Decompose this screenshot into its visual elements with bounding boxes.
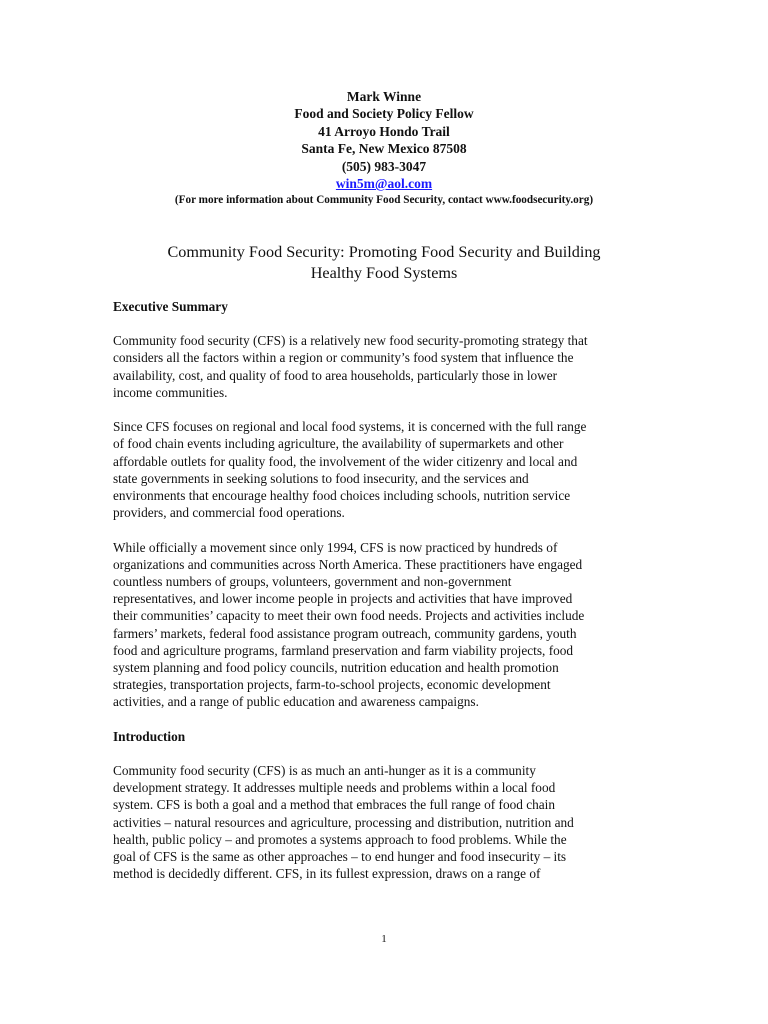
info-note: (For more information about Community Food Security, contact www.foodsecurity.org) xyxy=(174,194,594,207)
author-city: Santa Fe, New Mexico 87508 xyxy=(301,141,467,157)
title-line-2: Healthy Food Systems xyxy=(310,264,458,282)
page-number: 1 xyxy=(381,933,387,945)
introduction-heading: Introduction xyxy=(113,728,186,744)
document-title xyxy=(0,242,768,284)
author-street: 41 Arroyo Hondo Trail xyxy=(318,123,450,139)
executive-summary-paragraph-1: Community food security (CFS) is a relatively new food security-promoting strategy that considers all the factors within a region or community’s food system that influence the availability, cost, and quality of food to area households, particularly those in lower income communities. xyxy=(113,333,588,400)
author-email-link[interactable]: win5m@aol.com xyxy=(335,176,433,192)
document-body xyxy=(113,298,658,900)
author-header xyxy=(0,88,768,208)
author-phone: (505) 983-3047 xyxy=(341,158,427,174)
executive-summary-heading: Executive Summary xyxy=(113,299,228,314)
executive-summary-paragraph-3: While officially a movement since only 1994, CFS is now practiced by hundreds of organizations and communities across North America. These practitioners have engaged countless numbers of groups, volunteers, government and non-government representatives, and lower income people in projects and activities that have improved their communities’ capacity to meet their own food needs. Projects and activities include farmers’ markets, federal food assistance program outreach, community gardens, youth food and agriculture programs, farmland preservation and farm viability projects, food system planning and food policy councils, nutrition education and health promotion strategies, transportation projects, farm-to-school projects, economic development activities, and a range of public education and awareness campaigns. xyxy=(113,539,585,710)
executive-summary-paragraph-2: Since CFS focuses on regional and local food systems, it is concerned with the full range of food chain events including agriculture, the availability of supermarkets and other affordable outlets for quality food, the involvement of the wider citizenry and local and state governments in seeking solutions to food insecurity, and the services and environments that encourage healthy food choices including schools, nutrition service providers, and commercial food operations. xyxy=(113,419,587,521)
title-line-1: Community Food Security: Promoting Food Security and Building xyxy=(167,243,601,261)
author-position: Food and Society Policy Fellow xyxy=(294,106,474,122)
author-name: Mark Winne xyxy=(346,89,422,104)
introduction-paragraph-1: Community food security (CFS) is as much an anti-hunger as it is a community development strategy. It addresses multiple needs and problems within a local food system. CFS is both a goal and a method that embraces the full range of food chain activities – natural resources and agriculture, processing and distribution, nutrition and health, public policy – and promotes a systems approach to food problems. While the goal of CFS is the same as other approaches – to end hunger and food insecurity – its method is decidedly different. CFS, in its fullest expression, draws on a range of xyxy=(113,763,574,882)
